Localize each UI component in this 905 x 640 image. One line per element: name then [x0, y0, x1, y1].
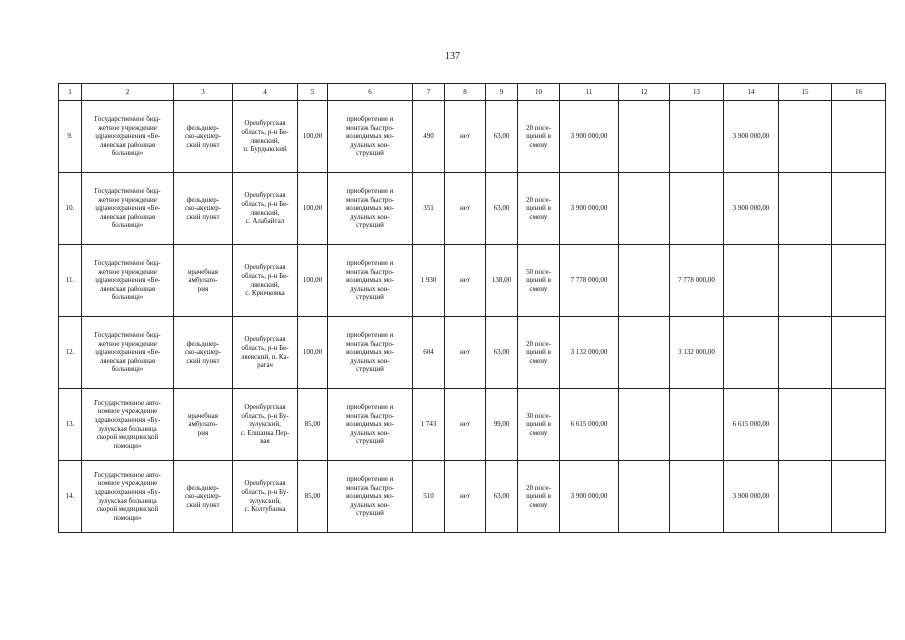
location-cell: Оренбургская область, р-н Бу- зулукский, с. Колтубанка: [233, 461, 298, 533]
amount-cell: 7 778 000,00: [670, 245, 724, 317]
amount-cell: [832, 173, 886, 245]
amount-cell: [832, 317, 886, 389]
header-cell: 6: [328, 84, 413, 101]
header-cell: 3: [174, 84, 233, 101]
area-cell: 63,00: [486, 173, 518, 245]
header-cell: 1: [59, 84, 82, 101]
facilities-table: [58, 83, 886, 533]
area-cell: 99,00: [486, 389, 518, 461]
flag-cell: нет: [445, 173, 486, 245]
header-cell: 7: [413, 84, 445, 101]
page-number: 137: [445, 51, 460, 62]
capacity-cell: 20 посе- щений в смену: [518, 317, 560, 389]
work-type-cell: приобретение и монтаж быстро- возводимых мо- дульных кон- струкций: [328, 245, 413, 317]
amount-total-cell: 3 900 000,00: [560, 173, 619, 245]
header-cell: 11: [560, 84, 619, 101]
amount-cell: [619, 101, 670, 173]
capacity-cell: 50 посе- щений в смену: [518, 245, 560, 317]
organization-cell: Государственное бюд- жетное учреждение здравоохранения «Бе- ляевская районная больница»: [82, 245, 174, 317]
header-cell: 12: [619, 84, 670, 101]
location-cell: Оренбургская область, р-н Бу- зулукский, с. Елшанка Пер- вая: [233, 389, 298, 461]
header-cell: 13: [670, 84, 724, 101]
amount-cell: [779, 101, 832, 173]
amount-cell: [832, 461, 886, 533]
table-row: [59, 101, 886, 173]
header-cell: 2: [82, 84, 174, 101]
amount-cell: [779, 245, 832, 317]
amount-total-cell: 3 132 000,00: [560, 317, 619, 389]
capacity-cell: 20 посе- щений в смену: [518, 461, 560, 533]
amount-cell: 3 132 000,00: [670, 317, 724, 389]
organization-cell: Государственное бюд- жетное учреждение здравоохранения «Бе- ляевская районная больница»: [82, 173, 174, 245]
flag-cell: нет: [445, 101, 486, 173]
amount-cell: 6 615 000,00: [724, 389, 779, 461]
amount-cell: [832, 389, 886, 461]
header-cell: 10: [518, 84, 560, 101]
facility-type-cell: фельдшер- ско-акушер- ский пункт: [174, 101, 233, 173]
percent-cell: 100,00: [298, 173, 328, 245]
location-cell: Оренбургская область, р-н Бе- ляевский, с. Крючковка: [233, 245, 298, 317]
amount-cell: [619, 389, 670, 461]
header-cell: 14: [724, 84, 779, 101]
work-type-cell: приобретение и монтаж быстро- возводимых мо- дульных кон- струкций: [328, 461, 413, 533]
amount-cell: [670, 173, 724, 245]
area-cell: 63,00: [486, 101, 518, 173]
amount-cell: [619, 173, 670, 245]
amount-cell: [832, 101, 886, 173]
location-cell: Оренбургская область, р-н Бе- ляевский, п. Бурдыкский: [233, 101, 298, 173]
percent-cell: 85,00: [298, 461, 328, 533]
header-cell: 9: [486, 84, 518, 101]
area-cell: 138,00: [486, 245, 518, 317]
organization-cell: Государственное бюд- жетное учреждение здравоохранения «Бе- ляевская районная больница»: [82, 317, 174, 389]
table-row: [59, 461, 886, 533]
amount-cell: [670, 101, 724, 173]
table-row: [59, 317, 886, 389]
amount-cell: 3 900 000,00: [724, 101, 779, 173]
header-row: [59, 84, 886, 101]
amount-cell: 3 900 000,00: [724, 461, 779, 533]
amount-total-cell: 3 900 000,00: [560, 101, 619, 173]
amount-cell: [832, 245, 886, 317]
amount-cell: [619, 461, 670, 533]
amount-total-cell: 3 900 000,00: [560, 461, 619, 533]
header-cell: 5: [298, 84, 328, 101]
row-number: 12.: [59, 317, 82, 389]
population-cell: 1 743: [413, 389, 445, 461]
amount-cell: [670, 389, 724, 461]
row-number: 13.: [59, 389, 82, 461]
amount-cell: [724, 317, 779, 389]
work-type-cell: приобретение и монтаж быстро- возводимых мо- дульных кон- струкций: [328, 173, 413, 245]
header-cell: 15: [779, 84, 832, 101]
capacity-cell: 20 посе- щений в смену: [518, 173, 560, 245]
row-number: 10.: [59, 173, 82, 245]
amount-cell: [724, 245, 779, 317]
work-type-cell: приобретение и монтаж быстро- возводимых мо- дульных кон- струкций: [328, 101, 413, 173]
capacity-cell: 20 посе- щений в смену: [518, 101, 560, 173]
header-cell: 4: [233, 84, 298, 101]
population-cell: 510: [413, 461, 445, 533]
location-cell: Оренбургская область, р-н Бе- ляевский, с. Алабайтал: [233, 173, 298, 245]
location-cell: Оренбургская область, р-н Бе- ляевский, п. Ка- рагач: [233, 317, 298, 389]
amount-cell: [779, 461, 832, 533]
table-row: [59, 389, 886, 461]
organization-cell: Государственное авто- номное учреждение здравоохранения «Бу- зулукская больница скорой медицинской помощи»: [82, 461, 174, 533]
flag-cell: нет: [445, 461, 486, 533]
work-type-cell: приобретение и монтаж быстро- возводимых мо- дульных кон- струкций: [328, 389, 413, 461]
flag-cell: нет: [445, 317, 486, 389]
table-row: [59, 173, 886, 245]
area-cell: 63,00: [486, 461, 518, 533]
row-number: 11.: [59, 245, 82, 317]
population-cell: 351: [413, 173, 445, 245]
percent-cell: 100,00: [298, 317, 328, 389]
facility-type-cell: фельдшер- ско-акушер- ский пункт: [174, 173, 233, 245]
amount-total-cell: 7 778 000,00: [560, 245, 619, 317]
facility-type-cell: фельдшер- ско-акушер- ский пункт: [174, 317, 233, 389]
population-cell: 604: [413, 317, 445, 389]
amount-cell: [779, 389, 832, 461]
facility-type-cell: врачебная амбулато- рия: [174, 245, 233, 317]
row-number: 9.: [59, 101, 82, 173]
facility-type-cell: фельдшер- ско-акушер- ский пункт: [174, 461, 233, 533]
population-cell: 490: [413, 101, 445, 173]
population-cell: 1 930: [413, 245, 445, 317]
area-cell: 63,00: [486, 317, 518, 389]
work-type-cell: приобретение и монтаж быстро- возводимых мо- дульных кон- струкций: [328, 317, 413, 389]
percent-cell: 100,00: [298, 245, 328, 317]
capacity-cell: 30 посе- щений в смену: [518, 389, 560, 461]
flag-cell: нет: [445, 389, 486, 461]
amount-cell: [619, 245, 670, 317]
amount-cell: [619, 317, 670, 389]
header-cell: 16: [832, 84, 886, 101]
organization-cell: Государственное бюд- жетное учреждение здравоохранения «Бе- ляевская районная больница»: [82, 101, 174, 173]
amount-cell: [670, 461, 724, 533]
amount-cell: [779, 173, 832, 245]
percent-cell: 85,00: [298, 389, 328, 461]
amount-cell: [779, 317, 832, 389]
facility-type-cell: врачебная амбулато- рия: [174, 389, 233, 461]
row-number: 14.: [59, 461, 82, 533]
organization-cell: Государственное авто- номное учреждение здравоохранения «Бу- зулукская больница скорой медицинской помощи»: [82, 389, 174, 461]
header-cell: 8: [445, 84, 486, 101]
flag-cell: нет: [445, 245, 486, 317]
amount-cell: 3 900 000,00: [724, 173, 779, 245]
percent-cell: 100,00: [298, 101, 328, 173]
table-row: [59, 245, 886, 317]
amount-total-cell: 6 615 000,00: [560, 389, 619, 461]
